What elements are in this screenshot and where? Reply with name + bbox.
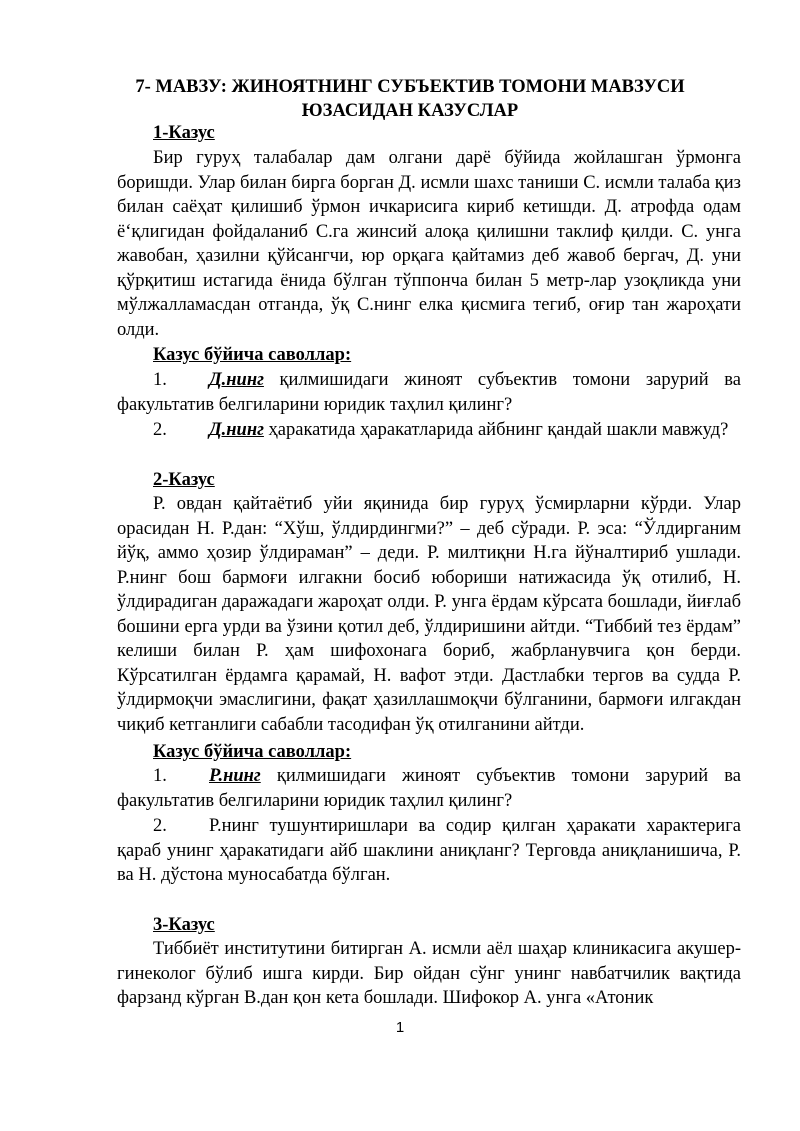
- question-number: 2.: [153, 420, 167, 440]
- page-title: [80, 75, 740, 123]
- case-2-question-2: [117, 814, 741, 888]
- question-subject: Р.нинг: [209, 766, 261, 786]
- case-1-questions-heading: Казус бўйича саволлар:: [153, 345, 352, 365]
- case-2-questions-heading: Казус бўйича саволлар:: [153, 742, 352, 762]
- case-2-text: Р. овдан қайтаётиб уйи яқинида бир гуруҳ ўсмирларни кўрди. Улар орасидан Н. Р.дан: “Хўш, ўлдирдингми?” – деб сўради. Р. эса: “Ўлдирганим йўқ, аммо ҳозир ўлдираман” – деди. Р. милтиқни Н.га йўналтириб ушлади. Р.нинг бош бармоғи илгакни босиб юбориши натижасида ўқ отилиб, Н. ўлдирадиган даражадаги жароҳат олди. Р. унга ёрдам кўрсата бошлади, йиғлаб бошини ерга урди ва ўзини қотил деб, ўлдиришини айтди. “Тиббий тез ёрдам” келиши билан Р. ҳам шифохонага бориб, жабрланувчига қон берди. Кўрсатилган ёрдамга қарамай, Н. вафот этди. Дастлабки тергов ва судда Р. ўлдирмоқчи эмаслигини, фақат ҳазиллашмоқчи бўлганини, бармоғи илгакдан чиқиб кетганлиги сабабли тасодифан ўқ отилганини айтди.: [117, 494, 741, 735]
- case-1-text: Бир гуруҳ талабалар дам олгани дарё бўйида жойлашган ўрмонга боришди. Улар билан бирга борган Д. исмли шахс таниши С. исмли талаба қиз билан саёҳат қилишиб ўрмон ичкарисига кириб кетишди. Д. атрофда одам ёʻқлигидан фойдаланиб С.га жинсий алоқа қилишни таклиф қилди. С. унга жавобан, ҳазилни қўйсангчи, юр орқага қайтамиз деб жавоб бергач, Д. уни қўрқитиш истагида ёнида бўлган тўппонча билан 5 метр-лар узоқликда уни мўлжалламасдан отганда, ўқ С.нинг елка қисмига тегиб, оғир тан жароҳати олди.: [117, 148, 741, 340]
- question-number: 1.: [153, 370, 167, 390]
- case-2-question-1: [117, 764, 741, 813]
- question-subject: Д.нинг: [209, 370, 264, 390]
- question-text: ҳаракатида ҳаракатларида айбнинг қандай шакли мавжуд?: [263, 420, 729, 440]
- case-1-question-2: [117, 418, 741, 443]
- case-3-heading: 3-Казус: [153, 915, 215, 935]
- question-text: Р.нинг тушунтиришлари ва содир қилган ҳаракати характерига қараб унинг ҳаракатидаги айб шаклини аниқланг? Терговда аниқланишича, Р. ва Н. дўстона муносабатда бўлган.: [117, 816, 741, 885]
- question-text: қилмишидаги жиноят субъектив томони зарурий ва факультатив белгиларини юридик таҳлил қилинг?: [117, 370, 741, 415]
- case-3-text: Тиббиёт институтини битирган А. исмли аёл шаҳар клиникасига акушер-гинеколог бўлиб ишга кирди. Бир ойдан сўнг унинг навбатчилик вақтида фарзанд кўрган В.дан қон кета бошлади. Шифокор А. унга «Атоник: [117, 939, 741, 1008]
- case-1-heading: 1-Казус: [153, 123, 215, 143]
- question-subject: Д.нинг: [209, 420, 264, 440]
- title-line-2: ЮЗАСИДАН КАЗУСЛАР: [301, 101, 519, 121]
- title-line-1: 7- МАВЗУ: ЖИНОЯТНИНГ СУБЪЕКТИВ ТОМОНИ МАВЗУСИ: [135, 77, 685, 97]
- question-number: 2.: [153, 816, 167, 836]
- case-1-question-1: [117, 368, 741, 417]
- question-number: 1.: [153, 766, 167, 786]
- case-2-heading: 2-Казус: [153, 470, 215, 490]
- page-number: 1: [395, 1019, 405, 1036]
- question-text: қилмишидаги жиноят субъектив томони зарурий ва факультатив белгиларини юридик таҳлил қилинг?: [117, 766, 741, 811]
